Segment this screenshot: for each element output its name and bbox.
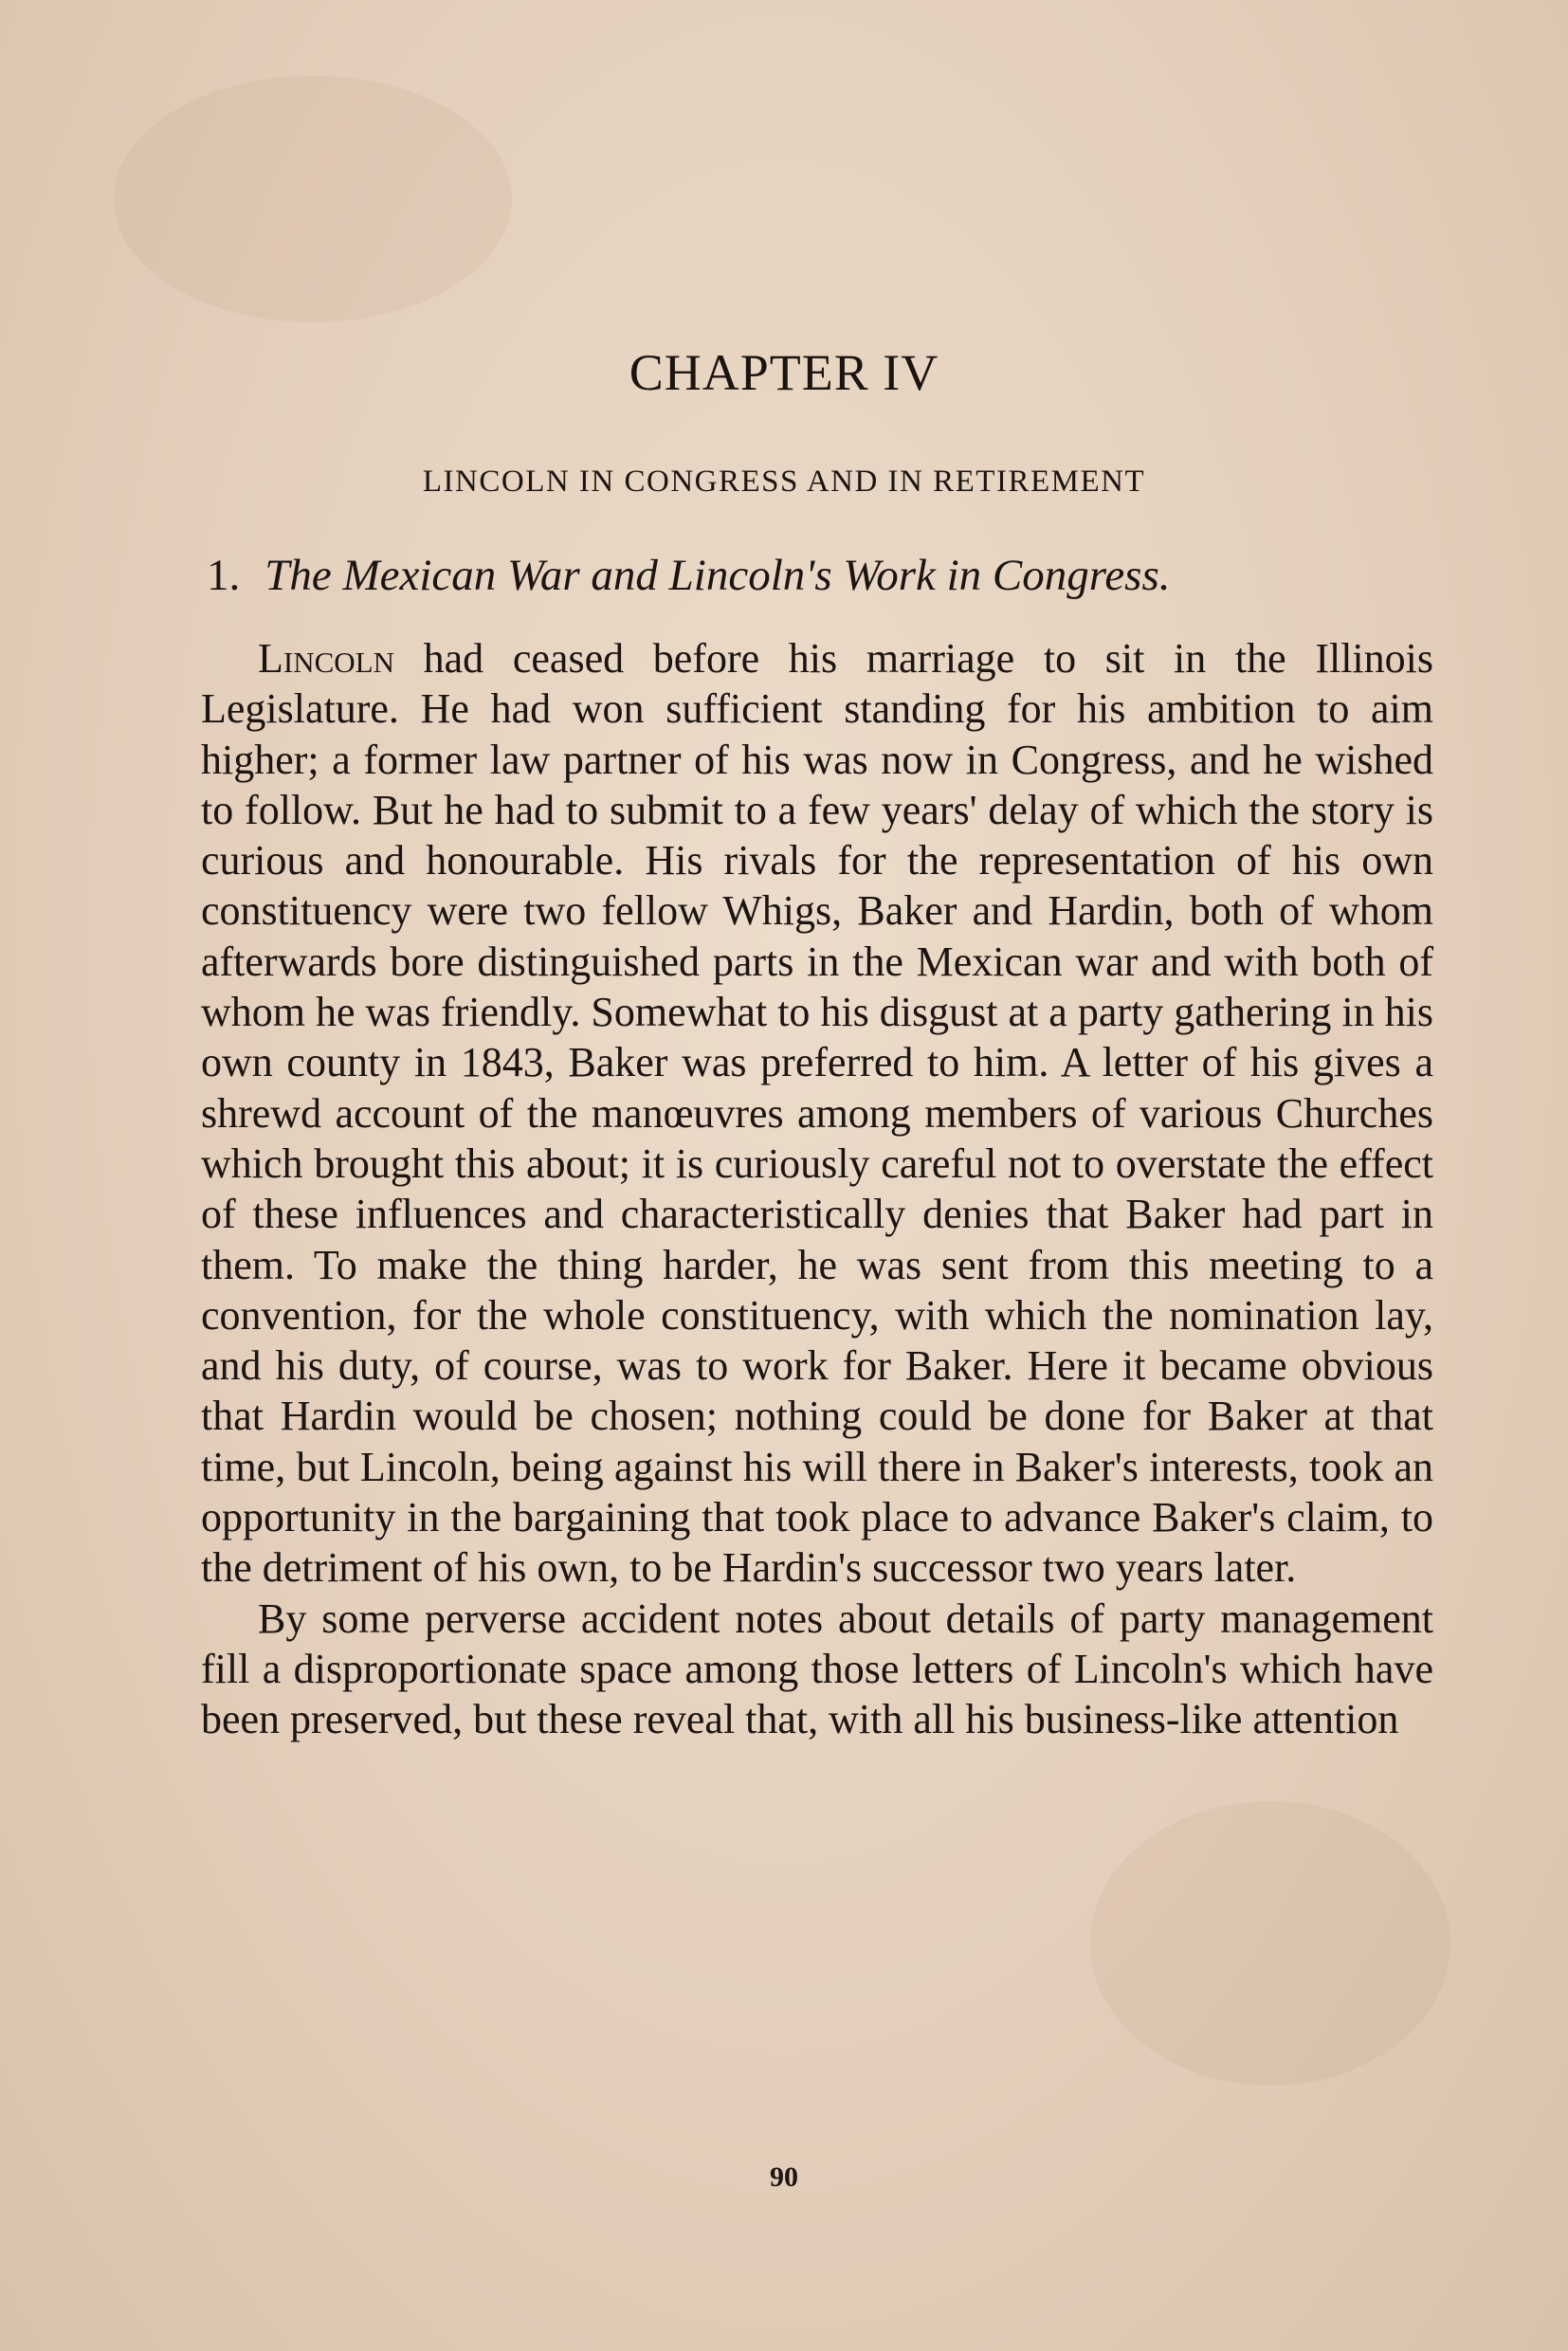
paragraph-text: had ceased before his marriage to sit in the Illinois Legislature. He had won sufficient standing for his ambition to aim higher; a former law partner of his was now in Congress, and he wished to follow. But he had to submit to a few years' delay of which the story is curious and honourable. His rivals for the representation of his own constituency were two fellow Whigs, Baker and Hardin, both of whom afterwards bore distinguished parts in the Mexican war and with both of whom he was friendly. Somewhat to his disgust at a party gathering in his own county in 1843, Baker was preferred to him. A letter of his gives a shrewd account of the manœuvres among members of various Churches which brought this about; it is curiously careful not to overstate the effect of these influences and characteristically denies that Baker had part in them. To make the thing harder, he was sent from this meeting to a convention, for the whole constituency, with which the nomination lay, and his duty, of course, was to work for Baker. Here it became obvious that Hardin would be chosen; nothing could be done for Baker at that time, but Lincoln, being against his will there in Baker's interests, took an opportunity in the bargaining that took place to advance Baker's claim, to the detriment of his own, to be Hardin's successor two years later.: [201, 635, 1433, 1592]
body-text: [201, 633, 1433, 1745]
paragraph: [201, 1594, 1433, 1745]
paragraph-lead: Lincoln: [258, 635, 394, 682]
chapter-subtitle: LINCOLN IN CONGRESS AND IN RETIREMENT: [422, 465, 1146, 499]
page-number: 90: [770, 2161, 798, 2193]
paragraph: [201, 633, 1433, 1594]
section-heading: [207, 550, 1439, 601]
paragraph-text: By some perverse accident notes about details of party management fill a disproportionate space among those letters of Lincoln's which have been preserved, but these reveal that, with all his business-like attention: [201, 1595, 1433, 1743]
section-title: The Mexican War and Lincoln's Work in Congress.: [264, 551, 1171, 600]
section-number: 1.: [207, 551, 241, 600]
paper-stain: [1090, 1801, 1450, 2086]
paper-stain: [114, 76, 512, 322]
chapter-title: CHAPTER IV: [629, 344, 939, 401]
